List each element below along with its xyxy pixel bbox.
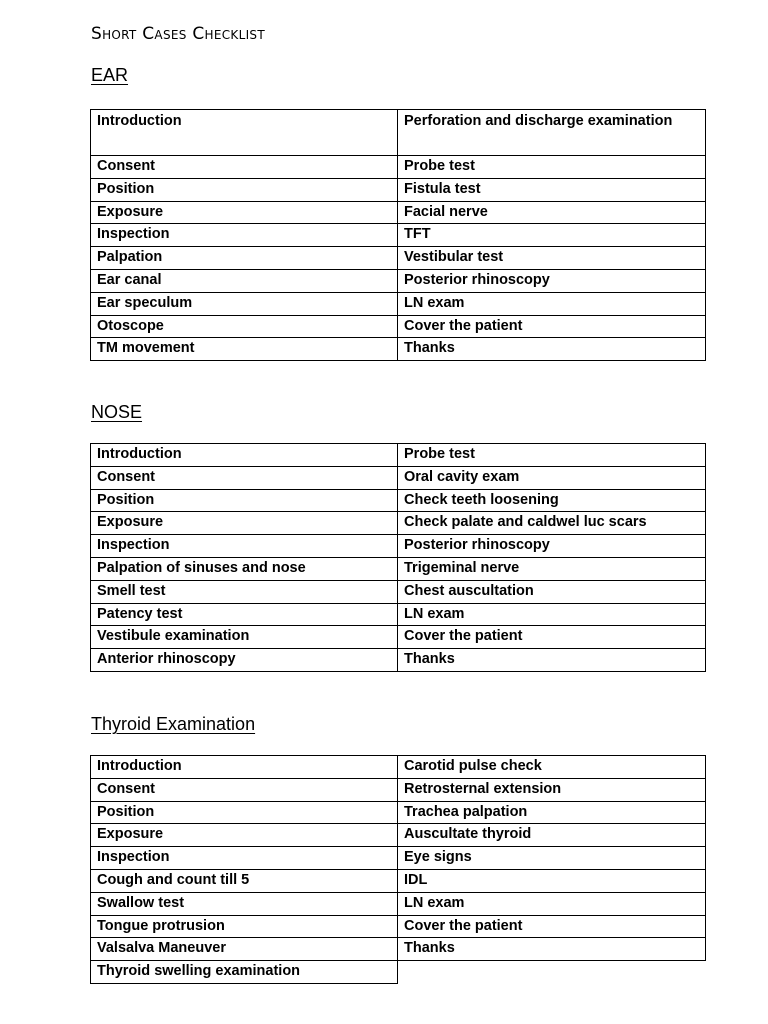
table-row — [91, 824, 706, 847]
checklist-item: Eye signs — [398, 847, 706, 870]
checklist-item: LN exam — [398, 892, 706, 915]
checklist-item: Exposure — [91, 201, 398, 224]
section-heading-ear: EAR — [91, 65, 129, 85]
checklist-item: Thanks — [398, 938, 706, 961]
table-row — [91, 110, 706, 156]
checklist-item: Swallow test — [91, 892, 398, 915]
checklist-item: Thyroid swelling examination — [91, 961, 398, 984]
checklist-item: Introduction — [91, 756, 398, 779]
thyroid-checklist-table — [90, 755, 706, 984]
checklist-item: Inspection — [91, 224, 398, 247]
table-row — [91, 338, 706, 361]
table-row — [91, 649, 706, 672]
table-row — [91, 201, 706, 224]
checklist-item: Auscultate thyroid — [398, 824, 706, 847]
checklist-item: Consent — [91, 778, 398, 801]
checklist-item: Introduction — [91, 444, 398, 467]
section-heading-nose: NOSE — [91, 402, 143, 422]
checklist-item: IDL — [398, 869, 706, 892]
checklist-item: Otoscope — [91, 315, 398, 338]
table-row — [91, 778, 706, 801]
checklist-item: Exposure — [91, 512, 398, 535]
checklist-item: Chest auscultation — [398, 580, 706, 603]
checklist-item: Valsalva Maneuver — [91, 938, 398, 961]
table-row — [91, 557, 706, 580]
checklist-item: Oral cavity exam — [398, 466, 706, 489]
checklist-item: Vestibule examination — [91, 626, 398, 649]
checklist-item: Trigeminal nerve — [398, 557, 706, 580]
checklist-item: Thanks — [398, 338, 706, 361]
table-row — [91, 535, 706, 558]
checklist-item: Inspection — [91, 847, 398, 870]
table-row — [91, 938, 706, 961]
checklist-item: Fistula test — [398, 178, 706, 201]
table-row — [91, 847, 706, 870]
table-row — [91, 269, 706, 292]
table-row — [91, 512, 706, 535]
checklist-item: Vestibular test — [398, 247, 706, 270]
table-row — [91, 603, 706, 626]
checklist-item: Carotid pulse check — [398, 756, 706, 779]
checklist-item: Introduction — [91, 110, 398, 156]
checklist-item: Position — [91, 801, 398, 824]
checklist-item: Patency test — [91, 603, 398, 626]
checklist-item: Consent — [91, 156, 398, 179]
checklist-item: TM movement — [91, 338, 398, 361]
checklist-item: Check palate and caldwel luc scars — [398, 512, 706, 535]
table-row — [91, 915, 706, 938]
table-row — [91, 444, 706, 467]
table-row — [91, 156, 706, 179]
nose-checklist-table — [90, 443, 706, 672]
checklist-item: Probe test — [398, 156, 706, 179]
checklist-item: Posterior rhinoscopy — [398, 535, 706, 558]
checklist-item: Perforation and discharge examination — [398, 110, 706, 156]
table-row — [91, 892, 706, 915]
empty-cell — [398, 961, 706, 984]
checklist-item: Cover the patient — [398, 915, 706, 938]
document-title: Short Cases Checklist — [91, 24, 265, 44]
checklist-item: Probe test — [398, 444, 706, 467]
checklist-item: Consent — [91, 466, 398, 489]
section-heading-thyroid: Thyroid Examination — [91, 714, 256, 734]
table-row — [91, 869, 706, 892]
checklist-item: Exposure — [91, 824, 398, 847]
checklist-item: Trachea palpation — [398, 801, 706, 824]
checklist-item: Palpation of sinuses and nose — [91, 557, 398, 580]
table-row — [91, 292, 706, 315]
checklist-item: Position — [91, 178, 398, 201]
table-row — [91, 756, 706, 779]
ear-checklist-table — [90, 109, 706, 361]
checklist-item: Cough and count till 5 — [91, 869, 398, 892]
checklist-item: Smell test — [91, 580, 398, 603]
checklist-item: Check teeth loosening — [398, 489, 706, 512]
table-row — [91, 466, 706, 489]
checklist-item: Thanks — [398, 649, 706, 672]
checklist-item: Ear canal — [91, 269, 398, 292]
checklist-item: LN exam — [398, 603, 706, 626]
checklist-item: Inspection — [91, 535, 398, 558]
table-row — [91, 247, 706, 270]
table-row — [91, 315, 706, 338]
checklist-item: TFT — [398, 224, 706, 247]
checklist-item: Ear speculum — [91, 292, 398, 315]
checklist-item: Cover the patient — [398, 626, 706, 649]
table-row — [91, 224, 706, 247]
table-row — [91, 178, 706, 201]
checklist-item: Position — [91, 489, 398, 512]
table-row — [91, 489, 706, 512]
checklist-item: LN exam — [398, 292, 706, 315]
checklist-item: Palpation — [91, 247, 398, 270]
table-row — [91, 626, 706, 649]
checklist-item: Cover the patient — [398, 315, 706, 338]
table-row — [91, 961, 706, 984]
checklist-item: Facial nerve — [398, 201, 706, 224]
table-row — [91, 801, 706, 824]
checklist-item: Posterior rhinoscopy — [398, 269, 706, 292]
checklist-item: Tongue protrusion — [91, 915, 398, 938]
table-row — [91, 580, 706, 603]
checklist-item: Retrosternal extension — [398, 778, 706, 801]
checklist-item: Anterior rhinoscopy — [91, 649, 398, 672]
